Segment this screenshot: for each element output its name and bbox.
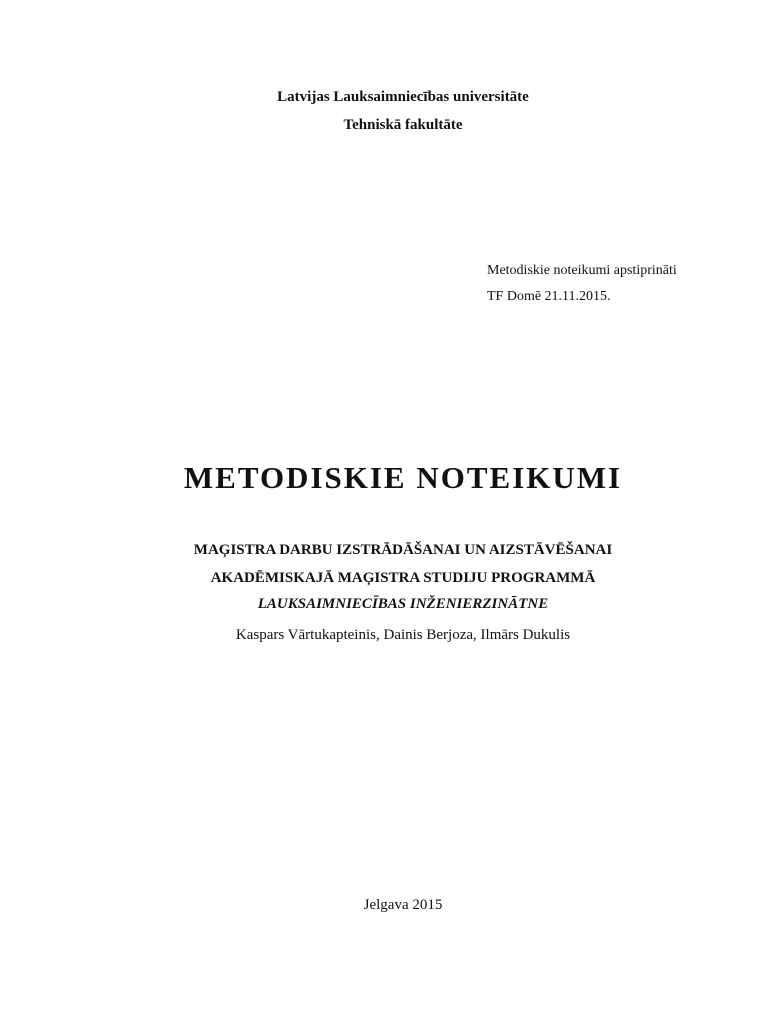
document-title: METODISKIE NOTEIKUMI — [183, 460, 623, 495]
program-name: LAUKSAIMNIECĪBAS INŽENIERZINĀTNE — [257, 596, 549, 612]
document-subtitle-line-2: AKADĒMISKAJĀ MAĢISTRA STUDIJU PROGRAMMĀ — [210, 570, 596, 586]
place-and-year: Jelgava 2015 — [363, 897, 443, 913]
approval-note-line-2: TF Domē 21.11.2015. — [487, 289, 611, 304]
approval-note-line-1: Metodiskie noteikumi apstiprināti — [487, 263, 677, 278]
university-name: Latvijas Lauksaimniecības universitāte — [277, 89, 529, 105]
authors-list: Kaspars Vārtukapteinis, Dainis Berjoza, Ilmārs Dukulis — [235, 627, 571, 643]
document-subtitle-line-1: MAĢISTRA DARBU IZSTRĀDĀŠANAI UN AIZSTĀVĒŠANAI — [193, 542, 613, 558]
faculty-name: Tehniskā fakultāte — [343, 117, 463, 133]
